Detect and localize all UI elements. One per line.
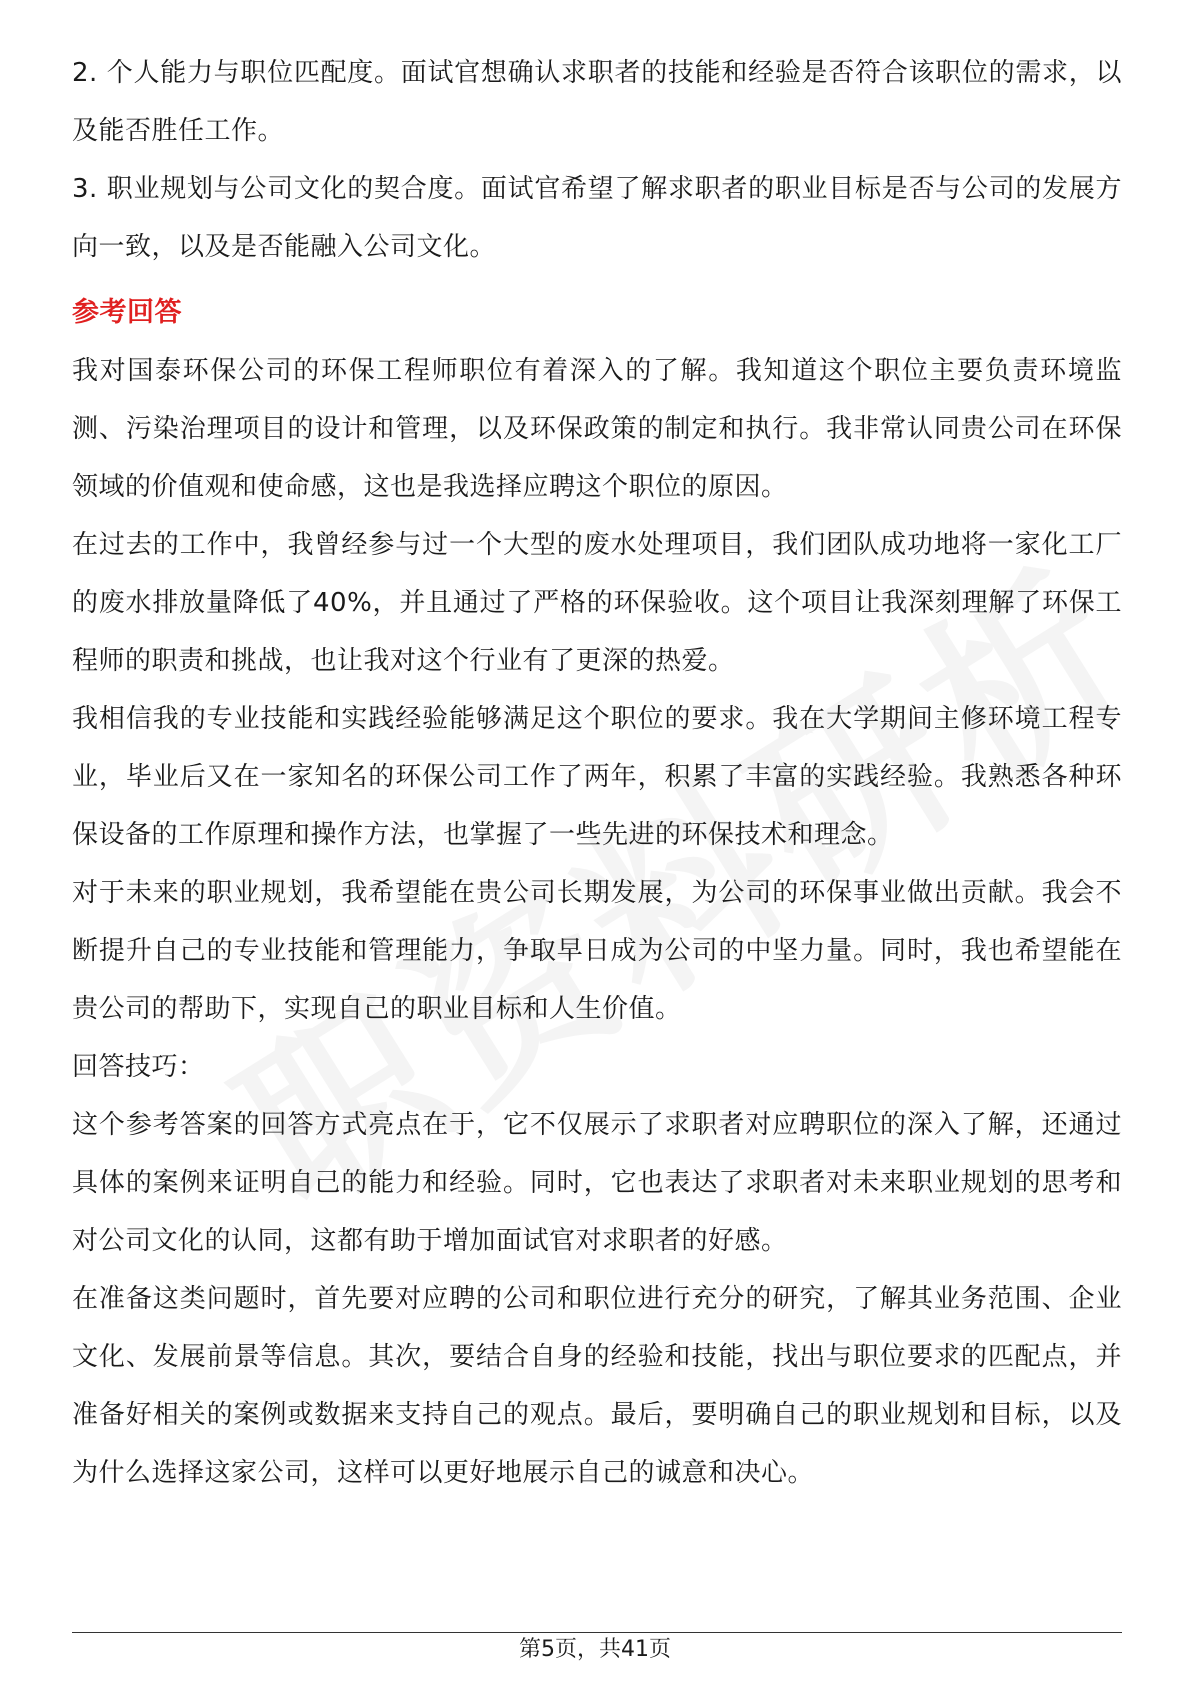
page-number: 第5页，共41页 bbox=[519, 1637, 671, 1662]
footer-divider bbox=[72, 1632, 1122, 1633]
paragraph-point-3: 3. 职业规划与公司文化的契合度。面试官希望了解求职者的职业目标是否与公司的发展方向一致，以及是否能融入公司文化。 bbox=[72, 174, 1122, 262]
tips-paragraph-1: 这个参考答案的回答方式亮点在于，它不仅展示了求职者对应聘职位的深入了解，还通过具体的案例来证明自己的能力和经验。同时，它也表达了求职者对未来职业规划的思考和对公司文化的认同，这都有助于增加面试官对求职者的好感。 bbox=[72, 1110, 1122, 1256]
answer-paragraph-3: 我相信我的专业技能和实践经验能够满足这个职位的要求。我在大学期间主修环境工程专业，毕业后又在一家知名的环保公司工作了两年，积累了丰富的实践经验。我熟悉各种环保设备的工作原理和操作方法，也掌握了一些先进的环保技术和理念。 bbox=[72, 704, 1122, 850]
tips-label: 回答技巧： bbox=[72, 1052, 205, 1082]
document-page bbox=[72, 44, 1122, 1502]
answer-paragraph-1: 我对国泰环保公司的环保工程师职位有着深入的了解。我知道这个职位主要负责环境监测、污染治理项目的设计和管理，以及环保政策的制定和执行。我非常认同贵公司在环保领域的价值观和使命感，这也是我选择应聘这个职位的原因。 bbox=[72, 356, 1122, 502]
answer-paragraph-4: 对于未来的职业规划，我希望能在贵公司长期发展，为公司的环保事业做出贡献。我会不断提升自己的专业技能和管理能力，争取早日成为公司的中坚力量。同时，我也希望能在贵公司的帮助下，实现自己的职业目标和人生价值。 bbox=[72, 878, 1122, 1024]
answer-paragraph-2: 在过去的工作中，我曾经参与过一个大型的废水处理项目，我们团队成功地将一家化工厂的废水排放量降低了40%，并且通过了严格的环保验收。这个项目让我深刻理解了环保工程师的职责和挑战，也让我对这个行业有了更深的热爱。 bbox=[72, 530, 1122, 676]
tips-paragraph-2: 在准备这类问题时，首先要对应聘的公司和职位进行充分的研究，了解其业务范围、企业文化、发展前景等信息。其次，要结合自身的经验和技能，找出与职位要求的匹配点，并准备好相关的案例或数据来支持自己的观点。最后，要明确自己的职业规划和目标，以及为什么选择这家公司，这样可以更好地展示自己的诚意和决心。 bbox=[72, 1284, 1122, 1488]
paragraph-point-2: 2. 个人能力与职位匹配度。面试官想确认求职者的技能和经验是否符合该职位的需求，以及能否胜任工作。 bbox=[72, 58, 1122, 146]
answer-heading: 参考回答 bbox=[72, 297, 182, 328]
